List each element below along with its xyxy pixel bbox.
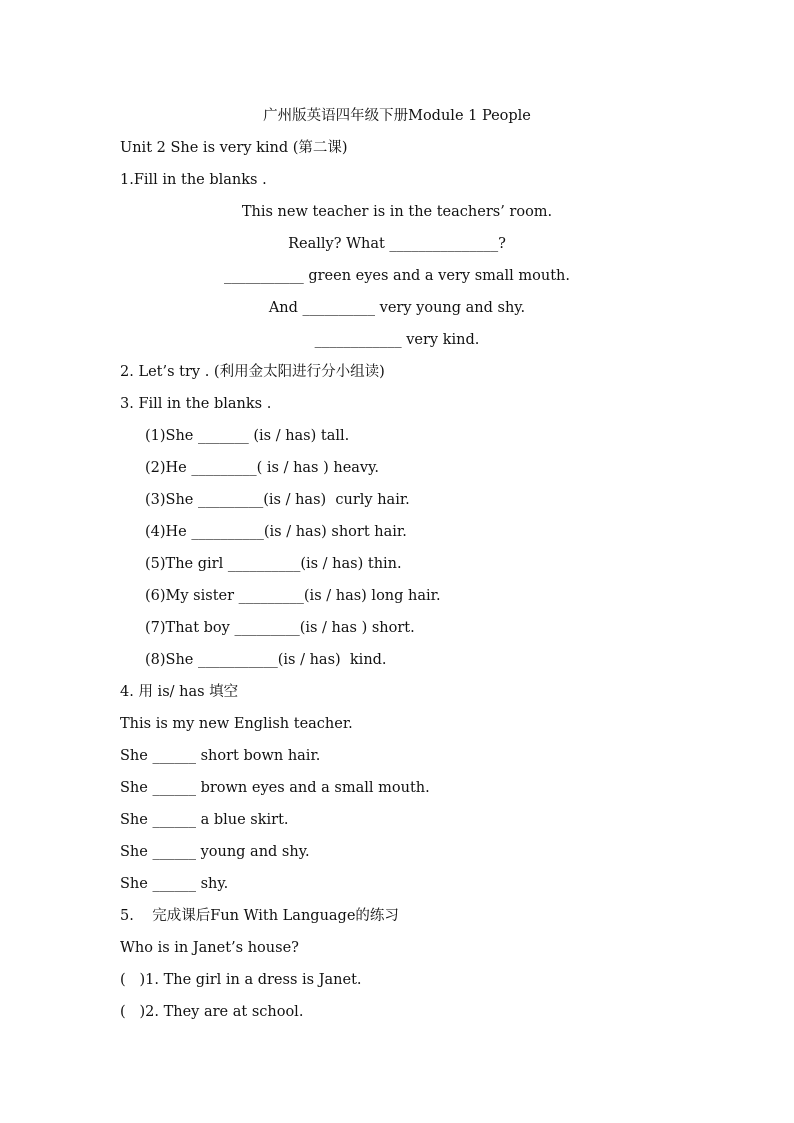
- section1-line: ___________ green eyes and a very small mouth.: [223, 268, 571, 284]
- section3-item: (8)She ___________(is / has) kind.: [145, 652, 387, 668]
- section1-line: ____________ very kind.: [314, 332, 480, 348]
- section4-line: This is my new English teacher.: [120, 716, 353, 732]
- section1-line: And __________ very young and shy.: [268, 300, 526, 316]
- section4-line: She ______ a blue skirt.: [120, 812, 289, 828]
- section1-line: This new teacher is in the teachers’ room.: [241, 204, 553, 220]
- section2-heading: 2. Let’s try . (利用金太阳进行分小组读): [120, 364, 385, 380]
- page-title: 广州版英语四年级下册Module 1 People: [263, 108, 531, 124]
- section1-line: Really? What _______________?: [288, 236, 506, 252]
- section5-item: ( )2. They are at school.: [120, 1004, 304, 1020]
- section1-heading: 1.Fill in the blanks .: [120, 172, 267, 188]
- section4-heading: 4. 用 is/ has 填空: [120, 684, 239, 700]
- section3-item: (7)That boy _________(is / has ) short.: [145, 620, 415, 636]
- section4-line: She ______ brown eyes and a small mouth.: [120, 780, 430, 796]
- unit-heading: Unit 2 She is very kind (第二课): [120, 140, 348, 156]
- section4-line: She ______ short bown hair.: [120, 748, 321, 764]
- section3-item: (6)My sister _________(is / has) long hair.: [145, 588, 441, 604]
- section3-item: (1)She _______ (is / has) tall.: [145, 428, 350, 444]
- section3-item: (2)He _________( is / has ) heavy.: [145, 460, 380, 476]
- section5-question: Who is in Janet’s house?: [120, 940, 299, 956]
- section4-line: She ______ shy.: [120, 876, 229, 892]
- section3-item: (4)He __________(is / has) short hair.: [145, 524, 407, 540]
- section3-heading: 3. Fill in the blanks .: [120, 396, 272, 412]
- section3-item: (5)The girl __________(is / has) thin.: [145, 556, 402, 572]
- section5-item: ( )1. The girl in a dress is Janet.: [120, 972, 362, 988]
- section3-item: (3)She _________(is / has) curly hair.: [145, 492, 410, 508]
- section4-line: She ______ young and shy.: [120, 844, 310, 860]
- section5-heading: 5. 完成课后Fun With Language的练习: [120, 908, 399, 924]
